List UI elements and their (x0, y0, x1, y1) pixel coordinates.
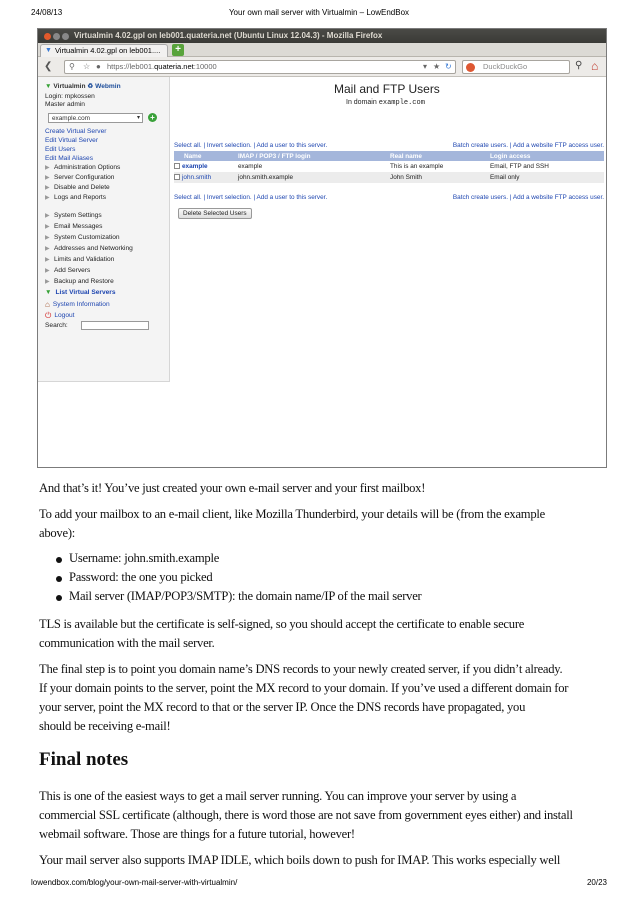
expand-arrow-icon: ▶ (45, 279, 50, 285)
category-label: Backup and Restore (54, 278, 114, 285)
column-header[interactable]: IMAP / POP3 / FTP login (238, 151, 390, 161)
search-placeholder: DuckDuckGo (483, 62, 528, 71)
article-paragraph: The final step is to point you domain name’s DNS records to your newly created server, if you didn’t already. (39, 662, 563, 676)
real-name-cell: John Smith (390, 172, 490, 183)
users-table (174, 151, 604, 183)
expand-icon: ▼ (45, 83, 52, 90)
list-item: Mail server (IMAP/POP3/SMTP): the domain name/IP of the mail server (69, 589, 422, 603)
login-label: Login: mpkossen (45, 93, 95, 100)
sidebar-category[interactable] (45, 245, 133, 252)
home-icon[interactable]: ⌂ (591, 59, 599, 73)
expand-arrow-icon: ▶ (45, 268, 50, 274)
print-url: lowendbox.com/blog/your-own-mail-server-with-virtualmin/ (31, 878, 238, 887)
sidebar-category[interactable] (45, 256, 114, 263)
section-heading: Final notes (39, 749, 129, 770)
webmin-icon: ♻ (87, 83, 94, 90)
real-name-cell: This is an example (390, 163, 444, 170)
article-paragraph: This is one of the easiest ways to get a mail server running. You can improve your server by using a (39, 789, 517, 803)
power-icon: ⏻ (45, 311, 52, 320)
delete-selected-users-button[interactable]: Delete Selected Users (178, 208, 252, 219)
sidebar-link-create-server[interactable]: Create Virtual Server (45, 128, 107, 135)
search-label: Search: (45, 322, 68, 329)
virtualmin-tab[interactable]: Virtualmin (53, 83, 86, 90)
select-links[interactable]: Select all. | Invert selection. | Add a user to this server. (174, 194, 328, 201)
navigation-bar (38, 57, 606, 77)
article-paragraph: And that’s it! You’ve just created your own e-mail server and your first mailbox! (39, 481, 426, 495)
tab-bar (38, 43, 606, 57)
article-paragraph: should be receiving e-mail! (39, 719, 171, 733)
window-title: Virtualmin 4.02.gpl on leb001.quateria.net (Ubuntu Linux 12.04.3) - Mozilla Firefox (74, 31, 383, 40)
category-label: Email Messages (54, 223, 103, 230)
home-icon: ⌂ (45, 300, 50, 309)
login-cell: john.smith.example (238, 172, 390, 183)
selection-links-bottom (174, 194, 604, 204)
category-label: System Customization (54, 234, 120, 241)
search-icon[interactable]: ⚲ (575, 60, 583, 71)
role-label: Master admin (45, 101, 85, 108)
row-checkbox[interactable] (174, 163, 180, 169)
logout-label: Logout (54, 312, 75, 319)
row-checkbox[interactable] (174, 174, 180, 180)
subtitle-prefix: In domain (346, 99, 377, 106)
expand-arrow-icon: ▶ (45, 185, 50, 191)
chevron-down-icon: ▾ (136, 115, 140, 121)
user-link[interactable]: example (182, 163, 208, 170)
maximize-icon[interactable] (62, 33, 69, 40)
domain-value: example.com (52, 115, 91, 122)
back-icon[interactable]: ❮ (44, 61, 53, 72)
star-icon[interactable]: ☆ (83, 62, 91, 71)
table-row (174, 161, 604, 172)
sidebar-system-info[interactable] (45, 300, 110, 308)
expand-arrow-icon: ▶ (45, 224, 50, 230)
bookmark-icon[interactable]: ★ (433, 62, 441, 71)
batch-links[interactable]: Batch create users. | Add a website FTP access user. (452, 194, 604, 201)
category-label: Limits and Validation (54, 256, 115, 263)
category-label: Addresses and Networking (54, 245, 133, 252)
table-row (174, 172, 604, 183)
list-item: Username: john.smith.example (69, 551, 220, 565)
virtualmin-sidebar (38, 77, 170, 382)
expand-arrow-icon: ▶ (45, 165, 50, 171)
article-paragraph: Your mail server also supports IMAP IDLE, which boils down to push for IMAP. This works especially well (39, 853, 561, 867)
article-paragraph: commercial SSL certificate (although, there is word those are not save from government eyes either) and install (39, 808, 573, 822)
column-header[interactable]: Real name (390, 151, 490, 161)
url-prefix: https://leb001. (107, 62, 155, 71)
sidebar-logout[interactable] (45, 311, 75, 319)
article-paragraph: your server, point the MX record to that or the server IP. Once the DNS records have propagated, you (39, 700, 526, 714)
virtualmin-favicon-icon: ▼ (45, 47, 52, 54)
user-name-cell (174, 172, 238, 183)
access-cell: Email only (490, 172, 604, 183)
sidebar-category[interactable] (45, 267, 90, 274)
webmin-page (38, 77, 607, 468)
window-titlebar (38, 29, 606, 43)
sidebar-category[interactable] (45, 278, 114, 285)
search-input[interactable] (462, 60, 570, 74)
page-subtitle (346, 99, 425, 107)
webmin-tab[interactable]: Webmin (95, 83, 121, 90)
print-title: Your own mail server with Virtualmin – LowEndBox (228, 8, 410, 17)
identity-icon[interactable]: ⚲ (69, 62, 75, 71)
select-links[interactable]: Select all. | Invert selection. | Add a user to this server. (174, 142, 328, 149)
table-header-row (174, 151, 604, 161)
window-controls[interactable] (44, 33, 69, 40)
add-icon[interactable]: + (148, 113, 157, 122)
print-header (0, 8, 638, 20)
lock-icon: ● (96, 62, 101, 71)
browser-tab[interactable] (40, 44, 168, 57)
category-label: System Settings (54, 212, 102, 219)
close-icon[interactable] (44, 33, 51, 40)
sidebar-search-input[interactable] (81, 321, 149, 330)
expand-icon: ▼ (45, 289, 52, 296)
article-paragraph: webmail software. Those are things for a future tutorial, however! (39, 827, 355, 841)
sidebar-category[interactable] (45, 194, 106, 201)
sidebar-category[interactable] (45, 212, 102, 219)
article-paragraph: If your domain points to the server, point the MX record to your domain. If you’ve used a different domain for (39, 681, 569, 695)
url-suffix: :10000 (193, 62, 217, 71)
category-label: Server Configuration (54, 174, 115, 181)
list-servers-label: List Virtual Servers (55, 289, 116, 296)
minimize-icon[interactable] (53, 33, 60, 40)
browser-screenshot (37, 28, 607, 468)
user-name-cell (174, 161, 238, 172)
new-tab-button[interactable]: + (172, 44, 184, 56)
expand-arrow-icon: ▶ (45, 175, 50, 181)
list-item: Password: the one you picked (69, 570, 213, 584)
expand-arrow-icon: ▶ (45, 235, 50, 241)
sidebar-link-edit-users[interactable]: Edit Users (45, 146, 76, 153)
article-paragraph: TLS is available but the certificate is self-signed, so you should accept the certificate to enable secure (39, 617, 525, 631)
sidebar-list-servers[interactable] (45, 289, 116, 296)
duckduckgo-icon (466, 63, 475, 72)
sidebar-link-edit-aliases[interactable]: Edit Mail Aliases (45, 155, 94, 162)
brand-row (45, 82, 121, 90)
subtitle-domain: example.com (378, 99, 425, 107)
sidebar-category[interactable] (45, 164, 120, 171)
reload-icon[interactable]: ↻ (445, 62, 452, 71)
expand-arrow-icon: ▶ (45, 213, 50, 219)
column-header[interactable]: Name (174, 151, 238, 161)
print-date: 24/08/13 (31, 8, 63, 17)
login-cell: example (238, 163, 263, 170)
sidebar-category[interactable] (45, 184, 110, 191)
expand-arrow-icon: ▶ (45, 195, 50, 201)
bullet-icon (56, 595, 62, 601)
category-label: Logs and Reports (54, 194, 107, 201)
sidebar-link-edit-server[interactable]: Edit Virtual Server (45, 137, 99, 144)
category-label: Administration Options (54, 164, 121, 171)
batch-links[interactable]: Batch create users. | Add a website FTP access user. (452, 142, 604, 149)
sidebar-category[interactable] (45, 174, 114, 181)
system-info-label: System Information (52, 301, 110, 308)
expand-arrow-icon: ▶ (45, 257, 50, 263)
article-paragraph: communication with the mail server. (39, 636, 215, 650)
column-header[interactable]: Login access (490, 151, 604, 161)
expand-arrow-icon: ▶ (45, 246, 50, 252)
user-link[interactable]: john.smith (182, 174, 212, 181)
article-paragraph: To add your mailbox to an e-mail client, like Mozilla Thunderbird, your details will be (from the example (39, 507, 545, 521)
url-bar[interactable] (64, 60, 456, 74)
domain-select[interactable] (48, 113, 143, 123)
url-host: quateria.net (154, 62, 194, 71)
sidebar-category[interactable] (45, 223, 102, 230)
print-page-number: 20/23 (586, 878, 607, 887)
category-label: Add Servers (54, 267, 91, 274)
access-cell: Email, FTP and SSH (490, 163, 549, 170)
bullet-icon (56, 557, 62, 563)
sidebar-search (45, 322, 68, 329)
article-paragraph: above): (39, 526, 76, 540)
page-title: Mail and FTP Users (334, 82, 440, 96)
bullet-icon (56, 576, 62, 582)
tab-label: Virtualmin 4.02.gpl on leb001.... (54, 46, 161, 55)
category-label: Disable and Delete (54, 184, 110, 191)
dropdown-icon[interactable]: ▾ (423, 62, 428, 71)
sidebar-category[interactable] (45, 234, 120, 241)
